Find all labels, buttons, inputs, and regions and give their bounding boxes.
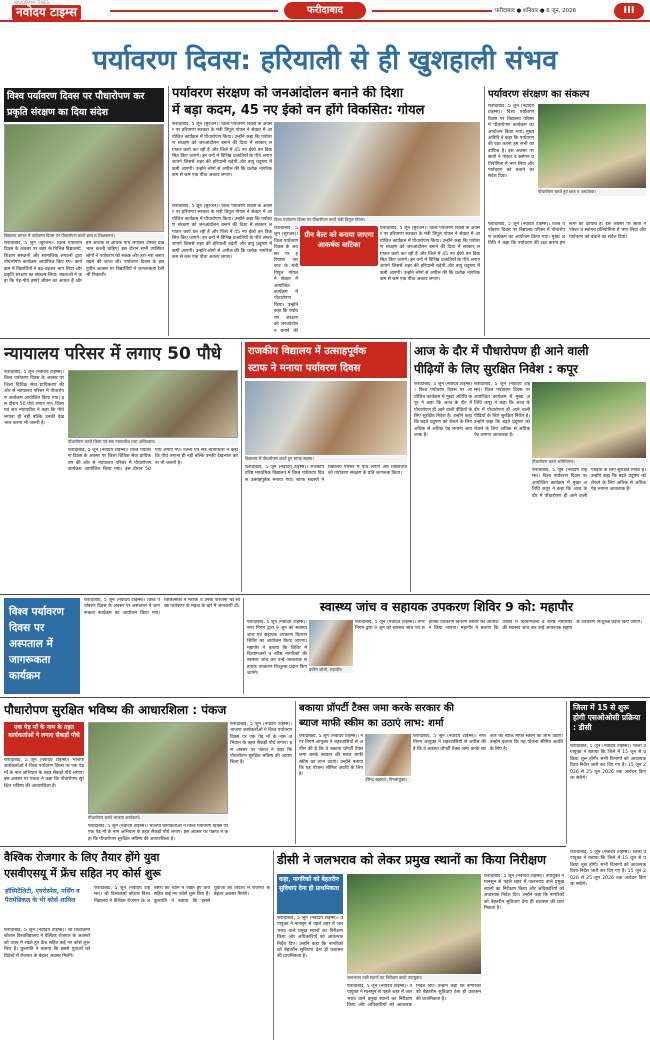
s12-body-col1: फरीदाबाद, 5 जून (नवोदय टाइम्स)। श्री विश्वकर्मा कौशल विश्वविद्यालय ने वैश्विक रोजगार के अवसरों को ध्यान में रखते हुए फ्रेंच सहित कई नए कोर्स शुरू किए हैं। कुलपति ने बताया कि इससे युवाओं को विदेशों में रोजगार के बेहतर अवसर मिलेंगे।: [4, 928, 90, 959]
divider: [0, 594, 650, 595]
dateline: फरीदाबाद ● शनिवार ● 6 जून, 2026: [495, 8, 577, 14]
s4-body-col1: फरीदाबाद, 5 जून (नवोदय टाइम्स)। विश्व पर्यावरण दिवस के अवसर पर जिला विधिक सेवा प्राधिकरण की ओर से न्यायालय परिसर में पौधारोपण कार्यक्रम आयोजित किया गया। इस दौरान 50 पौधे लगाए गए। जिला एवं सत्र न्यायाधीश ने कहा कि पौधे लगाना ही नहीं बल्कि उनकी देखभाल करना भी जरूरी है।: [4, 370, 64, 427]
s11-body-top: फरीदाबाद, 5 जून (नवोदय टाइम्स)। जिला उपायुक्त ने बताया कि जिले में 15 जून से प्रक्रिया शुरू होगी। सभी विभागों को आवश्यक दिशा-निर्देश जारी कर दिए गए हैं। 15 जून 2026 से 25 जून 2026 तक आवेदन किए जा सकेंगे।: [570, 744, 646, 782]
s6-body-col2: फरीदाबाद, 5 जून (नवोदय टाइम्स)। विश्व पर्यावरण दिवस पर आयोजित कार्यक्रम में मुख्य अतिथि कपूर ने कहा कि आज के दौर में पौधारोपण ही आने वाली पीढ़ियों के लिए सुरक्षित निवेश है। उन्होंने कहा कि बढ़ते प्रदूषण को रोकने के लिए अधिक से अधिक पेड़ लगाना आवश्यक है।: [474, 382, 530, 439]
masthead-rule-left: [110, 10, 278, 12]
s13-headline: डीसी ने जलभराव को लेकर प्रमुख स्थानों का किया निरीक्षण: [277, 852, 547, 867]
s9-body-col3: फरीदाबाद, 5 जून (नवोदय टाइम्स)। भाजपा कार्यकर्ताओं ने विश्व पर्यावरण दिवस पर एक पेड़ माँ के नाम अभियान के तहत सैकड़ों पौधे लगाए। इस अवसर पर पंकज ने कहा कि पौधारोपण सुरक्षित भविष्य की आधारशिला है।: [88, 824, 228, 842]
s5-headline-1: राजकीय विद्यालय में उत्साहपूर्वक: [248, 346, 367, 357]
masthead-rule-right: [372, 10, 492, 12]
s1-headline: विश्व पर्यावरण दिवस पर पौधारोपण कर प्रकृति संरक्षण का दिया संदेश: [4, 88, 164, 122]
s8-photo: [309, 620, 353, 666]
divider: [243, 598, 244, 694]
s5-body: फरीदाबाद, 5 जून (नवोदय टाइम्स)। राजकीय वरिष्ठ माध्यमिक विद्यालय में विश्व पर्यावरण दिवस उत्साहपूर्वक मनाया गया। स्टाफ सदस्यों ने विद्यालय परिसर में पौधे लगाए और विद्यार्थियों को पर्यावरण संरक्षण के प्रति जागरूक किया।: [245, 465, 407, 483]
s11-headline: जिला में 15 से शुरू होगी एसओओसी प्रक्रिया : डीसी: [570, 701, 646, 741]
s3-body-top: फरीदाबाद, 5 जून (नवोदय टाइम्स)। विश्व पर्यावरण दिवस पर विद्यालय परिसर में पौधारोपण कार्यक्रम का आयोजन किया गया। मुख्य अतिथि ने कहा कि पर्यावरण की रक्षा करना हम सभी का दायित्व है। इस अवसर पर छात्रों ने पोस्टर व स्लोगन प्रतियोगिता में भाग लिया और पर्यावरण को बचाने का संदेश दिया।: [488, 104, 534, 180]
s1-caption: विद्यालय प्रांगण में पर्यावरण दिवस पर पौधारोपण करते छात्र व शिक्षकगण।: [4, 233, 164, 240]
s11-body-bottom: फरीदाबाद, 5 जून (नवोदय टाइम्स)। जिला उपायुक्त ने बताया कि जिले में 15 जून से प्रक्रिया शुरू होगी। सभी विभागों को आवश्यक दिशा-निर्देश जारी कर दिए गए हैं। 15 जून 2026 से 25 जून 2026 तक आवेदन किए जा सकेंगे।: [570, 850, 646, 888]
s3-caption: पौधारोपण करते हुए छात्र व अध्यापक।: [538, 189, 646, 196]
s2-photo: [274, 122, 480, 216]
s10-headline-2: ब्याज माफी स्कीम का उठाएं लाभ: शर्मा: [299, 718, 444, 729]
s2-body-col4: फरीदाबाद, 5 जून (सुरजन)। विश्व पर्यावरण दिवस के अवसर पर हरियाणा सरकार के मंत्री विपुल गोयल ने सेक्टर में आयोजित कार्यक्रम में पौधारोपण किया। उन्होंने कहा कि पर्यावरण संरक्षण को जनआंदोलन बनाने की दिशा में सरकार लगातार कार्य कर रही है और जिले में 45 नए ईको वन विकसित किए जाएंगे। इन वनों में विभिन्न प्रजातियों के पौधे लगाए जाएंगे जिससे शहर की हरियाली बढ़ेगी और वायु प्रदूषण में कमी आएगी। उन्होंने लोगों से अपील की कि प्रत्येक नागरिक कम से कम एक पौधा अवश्य लगाए।: [380, 226, 480, 283]
s9-photo: [88, 722, 228, 814]
s6-headline-2: पीढ़ियों के लिए सुरक्षित निवेश : कपूर: [414, 362, 578, 376]
s9-caption: पौधारोपण करते भाजपा कार्यकर्ता।: [88, 815, 228, 822]
s1-photo: [4, 124, 164, 232]
divider: [241, 342, 242, 592]
s12-headline-2: एसवीएसयू में फ्रेंच सहित नए कोर्स शुरू: [4, 867, 161, 880]
s7-body: फरीदाबाद, 5 जून (नवोदय टाइम्स)। विश्व पर्यावरण दिवस के अवसर पर अस्पताल में जागरूकता कार्यक्रम का आयोजन किया गया। चिकित्सकों ने मरीजों व उनके परिजनों को स्वच्छ पर्यावरण के महत्व के बारे में जानकारी दी।: [84, 598, 240, 616]
s4-caption: पौधारोपण करते जिला एवं सत्र न्यायाधीश तथा अधिवक्ता।: [68, 439, 238, 446]
s2-body-col2: फरीदाबाद, 5 जून (सुरजन)। विश्व पर्यावरण दिवस के अवसर पर हरियाणा सरकार के मंत्री विपुल गोयल ने सेक्टर में आयोजित कार्यक्रम में पौधारोपण किया। उन्होंने कहा कि पर्यावरण संरक्षण को जनआंदोलन बनाने की दिशा में सरकार लगातार कार्य कर रही है और जिले में 45 नए ईको वन विकसित किए जाएंगे। इन वनों में विभिन्न प्रजातियों के पौधे लगाए जाएंगे जिससे शहर की हरियाली बढ़ेगी और वायु प्रदूषण में कमी आएगी। उन्होंने लोगों से अपील की कि प्रत्येक नागरिक कम से कम एक पौधा अवश्य लगाए।: [172, 204, 272, 261]
s2-body-col3: फरीदाबाद, 5 जून (सुरजन)। विश्व पर्यावरण दिवस के अवसर पर हरियाणा सरकार के मंत्री विपुल गोयल ने सेक्टर में आयोजित कार्यक्रम में पौधारोपण किया। उन्होंने कहा कि पर्यावरण संरक्षण को जनआंदोलन बनाने की: [274, 226, 298, 334]
s9-body-col1: फरीदाबाद, 5 जून (नवोदय टाइम्स)। भाजपा कार्यकर्ताओं ने विश्व पर्यावरण दिवस पर एक पेड़ माँ के नाम अभियान के तहत सैकड़ों पौधे लगाए। इस अवसर पर पंकज ने कहा कि पौधारोपण सुरक्षित भविष्य की आधारशिला है।: [4, 758, 84, 789]
s5-headline: [245, 342, 407, 378]
brand-small: NAVODAYA TIMES: [14, 0, 50, 5]
s3-photo: [538, 104, 646, 188]
divider: [168, 86, 169, 336]
s7-headline: विश्व पर्यावरण दिवस पर अस्पताल में जागरूकता कार्यक्रम: [4, 598, 80, 694]
s9-headline: पौधारोपण सुरक्षित भविष्य की आधारशिला : पंकज: [4, 703, 227, 717]
s4-photo: [68, 370, 238, 438]
s10-body-col2: फरीदाबाद, 5 जून (नवोदय टाइम्स)। नगर निगम आयुक्त ने शहरवासियों से अपील की है कि वे बकाया प्रॉपर्टी टैक्स जमा करके सरकार की ब्याज माफी स्कीम का लाभ उठाएं। उन्होंने बताया कि यह योजना सीमित अवधि के लिए है।: [413, 734, 563, 752]
s5-photo: [245, 381, 407, 455]
s8-caption: प्रवीण जोशी, महापौर।: [309, 667, 353, 673]
s2-highlight-box: ग्रीन बेल्ट को बनाया जाएगा आकर्षक वाटिका: [300, 226, 378, 266]
s9-body-col2: फरीदाबाद, 5 जून (नवोदय टाइम्स)। भाजपा कार्यकर्ताओं ने विश्व पर्यावरण दिवस पर एक पेड़ माँ के नाम अभियान के तहत सैकड़ों पौधे लगाए। इस अवसर पर पंकज ने कहा कि पौधारोपण सुरक्षित भविष्य की आधारशिला है।: [230, 722, 292, 766]
s9-subhead: एक पेड़ माँ के नाम के तहत कार्यकर्ताओं ने लगाए सैकड़ों पौधे: [4, 722, 84, 756]
s6-body-col3: फरीदाबाद, 5 जून (नवोदय टाइम्स)। विश्व पर्यावरण दिवस पर आयोजित कार्यक्रम में मुख्य अतिथि कपूर ने कहा कि आज के दौर में पौधारोपण ही आने वाली पीढ़ियों के लिए सुरक्षित निवेश है। उन्होंने कहा कि बढ़ते प्रदूषण को रोकने के लिए अधिक से अधिक पेड़ लगाना आवश्यक है।: [532, 468, 646, 499]
s6-headline-1: आज के दौर में पौधारोपण ही आने वाली: [414, 344, 589, 358]
divider: [566, 701, 567, 844]
divider: [273, 850, 274, 1040]
s13-subhead: कहा, नागरिकों को बेहतरीन सुविधाएं देना ही प्राथमिकता: [277, 874, 343, 914]
masthead: [0, 0, 650, 22]
divider: [484, 86, 485, 336]
s1-body: फरीदाबाद, 5 जून (सुरजन)। विश्व पर्यावरण दिवस के अवसर पर शहर के विभिन्न विद्यालयों, शिक्षण संस्थानों और सामाजिक संगठनों द्वारा पौधारोपण कार्यक्रम आयोजित किए गए। कार्यक्रम में विद्यार्थियों ने बढ़-चढ़कर भाग लिया और प्रकृति संरक्षण का संकल्प लिया। वक्ताओं ने कहा कि पेड़-पौधे हमारे जीवन का आधार हैं और हमें अधिक से अधिक पौधे लगाकर उनकी देखभाल करनी चाहिए। इस दौरान सभी उपस्थित लोगों ने पर्यावरण को स्वच्छ और हरा-भरा बनाए रखने की शपथ ली। पर्यावरण दिवस के इस पुनीत अवसर पर विद्यार्थियों ने जागरूकता रैली भी निकाली।: [4, 241, 164, 285]
s13-caption: जलभराव वाले स्थानों का निरीक्षण करते उपायुक्त।: [347, 975, 481, 982]
section-name: फरीदाबाद: [284, 2, 366, 19]
divider: [0, 846, 566, 847]
page-number: III: [614, 3, 644, 19]
s2-headline-1: पर्यावरण संरक्षण को जनआंदोलन बनाने की दिशा: [172, 86, 404, 101]
divider: [410, 342, 411, 592]
s12-body-col2: फरीदाबाद, 5 जून (नवोदय टाइम्स)। श्री विश्वकर्मा कौशल विश्वविद्यालय ने वैश्विक रोजगार के अवसरों को ध्यान में रखते हुए फ्रेंच सहित कई नए कोर्स शुरू किए हैं। कुलपति ने बताया कि इससे युवाओं को विदेशों में रोजगार के बेहतर अवसर मिलेंगे।: [94, 886, 270, 904]
s2-headline-2: में बड़ा कदम, 45 नए ईको वन होंगे विकसित: गोयल: [172, 103, 425, 118]
divider: [0, 697, 650, 698]
s12-subhead: हॉस्पिटैलिटी, एयरोस्पेस, नर्सिंग व पैरामेडिकल के भी कोर्स शामिल: [5, 888, 80, 904]
s13-body-col2: फरीदाबाद, 5 जून (नवोदय टाइम्स)। उपायुक्त ने मानसून से पहले शहर में जलभराव वाले प्रमुख स्थानों का निरीक्षण किया और अधिकारियों को आवश्यक निर्देश दिए। उन्होंने कहा कि नागरिकों को बेहतरीन सुविधाएं देना ही प्रशासन की प्राथमिकता है।: [347, 984, 481, 1009]
s10-headline-1: बकाया प्रॉपर्टी टैक्स जमा करके सरकार की: [299, 703, 454, 714]
s5-caption: विद्यालय में पौधारोपण करते हुए स्टाफ सदस्य।: [245, 456, 407, 463]
s5-headline-2: स्टाफ ने मनाया पर्यावरण दिवस: [248, 363, 361, 374]
s6-photo: [532, 382, 646, 458]
s6-body-col1: फरीदाबाद, 5 जून (नवोदय टाइम्स)। विश्व पर्यावरण दिवस पर आयोजित कार्यक्रम में मुख्य अतिथि कपूर ने कहा कि आज के दौर में पौधारोपण ही आने वाली पीढ़ियों के लिए सुरक्षित निवेश है। उन्होंने कहा कि बढ़ते प्रदूषण को रोकने के लिए अधिक से अधिक पेड़ लगाना आवश्यक है।: [414, 382, 472, 439]
divider: [0, 338, 650, 339]
s13-body-col1: फरीदाबाद, 5 जून (नवोदय टाइम्स)। उपायुक्त ने मानसून से पहले शहर में जलभराव वाले प्रमुख स्थानों का निरीक्षण किया और अधिकारियों को आवश्यक निर्देश दिए। उन्होंने कहा कि नागरिकों को बेहतरीन सुविधाएं देना ही प्रशासन की प्राथमिकता है।: [277, 916, 343, 960]
s13-photo: [347, 874, 481, 974]
s4-body-col2: फरीदाबाद, 5 जून (नवोदय टाइम्स)। विश्व पर्यावरण दिवस के अवसर पर जिला विधिक सेवा प्राधिकरण की ओर से न्यायालय परिसर में पौधारोपण कार्यक्रम आयोजित किया गया। इस दौरान 50 पौधे लगाए गए। जिला एवं सत्र न्यायाधीश ने कहा कि पौधे लगाना ही नहीं बल्कि उनकी देखभाल करना भी जरूरी है।: [68, 448, 238, 473]
s10-caption: धीरेन्द्र खड़गटा, निगमायुक्त।: [365, 777, 411, 783]
s10-photo: [365, 734, 411, 776]
s2-body-col1: फरीदाबाद, 5 जून (सुरजन)। विश्व पर्यावरण दिवस के अवसर पर हरियाणा सरकार के मंत्री विपुल गोयल ने सेक्टर में आयोजित कार्यक्रम में पौधारोपण किया। उन्होंने कहा कि पर्यावरण संरक्षण को जनआंदोलन बनाने की दिशा में सरकार लगातार कार्य कर रही है और जिले में 45 नए ईको वन विकसित किए जाएंगे। इन वनों में विभिन्न प्रजातियों के पौधे लगाए जाएंगे जिससे शहर की हरियाली बढ़ेगी और वायु प्रदूषण में कमी आएगी। उन्होंने लोगों से अपील की कि प्रत्येक नागरिक कम से कम एक पौधा अवश्य लगाए।: [172, 122, 272, 179]
s2-caption: विश्व पर्यावरण दिवस पर पौधारोपण करते मंत्री विपुल गोयल।: [274, 217, 480, 224]
s12-headline-1: वैश्विक रोजगार के लिए तैयार होंगे युवा: [4, 851, 160, 864]
divider: [295, 701, 296, 844]
s13-body-col3: फरीदाबाद, 5 जून (नवोदय टाइम्स)। उपायुक्त ने मानसून से पहले शहर में जलभराव वाले प्रमुख स्थानों का निरीक्षण किया और अधिकारियों को आवश्यक निर्देश दिए। उन्होंने कहा कि नागरिकों को बेहतरीन सुविधाएं देना ही प्रशासन की प्राथमिकता है।: [484, 874, 564, 912]
s10-body-col1: फरीदाबाद, 5 जून (नवोदय टाइम्स)। नगर निगम आयुक्त ने शहरवासियों से अपील की है कि वे बकाया प्रॉपर्टी टैक्स जमा करके सरकार की ब्याज माफी स्कीम का लाभ उठाएं। उन्होंने बताया कि यह योजना सीमित अवधि के लिए है।: [299, 734, 363, 778]
s3-headline: पर्यावरण संरक्षण का संकल्प: [488, 89, 590, 100]
s8-body-col2: फरीदाबाद, 5 जून (नवोदय टाइम्स)। नगर निगम द्वारा 9 जून को स्वास्थ्य जांच एवं सहायक उपकरण वितरण शिविर का आयोजन किया जाएगा। महापौर ने बताया कि शिविर में दिव्यांगजनों व वरिष्ठ नागरिकों की स्वास्थ्य जांच कर उन्हें आवश्यक सहायक उपकरण निःशुल्क प्रदान किए जाएंगे।: [355, 620, 642, 632]
brand-logo: नवोदय टाइम्स: [12, 5, 81, 20]
s4-headline: न्यायालय परिसर में लगाए 50 पौधे: [4, 344, 222, 364]
s8-headline: स्वास्थ्य जांच व सहायक उपकरण शिविर 9 को: महापौर: [319, 599, 574, 614]
s3-body-bottom: फरीदाबाद, 5 जून (नवोदय टाइम्स)। विश्व पर्यावरण दिवस पर विद्यालय परिसर में पौधारोपण कार्यक्रम का आयोजन किया गया। मुख्य अतिथि ने कहा कि पर्यावरण की रक्षा करना हम सभी का दायित्व है। इस अवसर पर छात्रों ने पोस्टर व स्लोगन प्रतियोगिता में भाग लिया और पर्यावरण को बचाने का संदेश दिया।: [488, 222, 646, 247]
main-headline-band: [0, 42, 650, 80]
s6-caption: पौधारोपण करते अतिथिगण।: [532, 459, 646, 466]
main-headline: पर्यावरण दिवस: हरियाली से ही खुशहाली संभव: [92, 45, 558, 76]
s8-body-col1: फरीदाबाद, 5 जून (नवोदय टाइम्स)। नगर निगम द्वारा 9 जून को स्वास्थ्य जांच एवं सहायक उपकरण वितरण शिविर का आयोजन किया जाएगा। महापौर ने बताया कि शिविर में दिव्यांगजनों व वरिष्ठ नागरिकों की स्वास्थ्य जांच कर उन्हें आवश्यक सहायक उपकरण निःशुल्क प्रदान किए जाएंगे।: [247, 620, 307, 677]
